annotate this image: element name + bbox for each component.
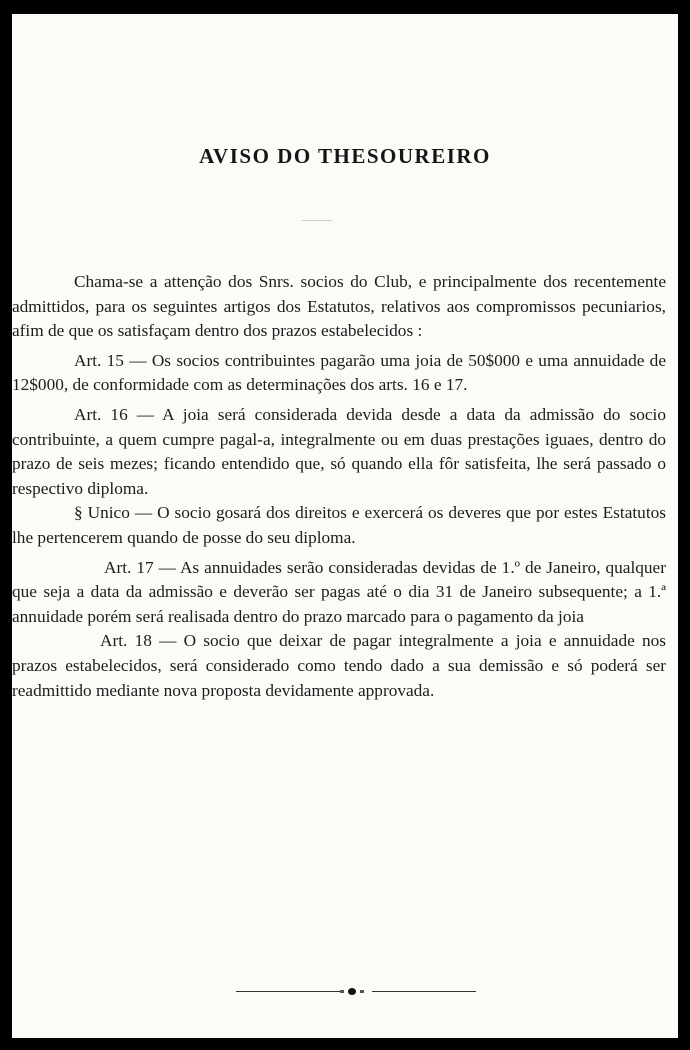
article-15-paragraph: Art. 15 — Os socios contribuintes pagarão uma joia de 50$000 e uma annuidade de 12$000, de conformidade com as determinações dos arts. 16 e 17. bbox=[12, 350, 666, 395]
article-18-paragraph: Art. 18 — O socio que deixar de pagar integralmente a joia e annuidade nos prazos estabelecidos, será considerado como tendo dado a sua demissão e só poderá ser readmittido mediante nova proposta devidamente approvada. bbox=[12, 631, 666, 700]
ornament-center-dot bbox=[348, 988, 356, 995]
article-16-paragraph: Art. 16 — A joia será considerada devida desde a data da admissão do socio contribuinte, a quem cumpre pagal-a, integralmente ou em duas prestações iguaes, dentro do prazo de seis mezes; ficando entendido que, só quando ella fôr satisfeita, lhe será passado o respectivo diploma. bbox=[12, 404, 666, 498]
ornament-left-tick bbox=[340, 990, 344, 993]
page-title: AVISO DO THESOUREIRO bbox=[199, 144, 491, 168]
ornament-right-tick bbox=[360, 990, 364, 993]
unico-paragraph: § Unico — O socio gosará dos direitos e exercerá os deveres que por estes Estatutos lhe pertencerem quando de posse do seu diploma. bbox=[12, 503, 666, 547]
print-smudge bbox=[302, 220, 332, 221]
ornament-left-rule bbox=[236, 991, 340, 992]
document-page bbox=[12, 14, 678, 1038]
ornament-right-rule bbox=[372, 991, 476, 992]
article-17-paragraph: Art. 17 — As annuidades serão consideradas devidas de 1.º de Janeiro, qualquer que seja a data da admissão e deverão ser pagas até o dia 31 de Janeiro subsequente; a 1.ª annuidade porém será realisada dentro do prazo marcado para o pagamento da joia bbox=[12, 557, 666, 626]
closing-ornament bbox=[236, 989, 476, 995]
notice-body bbox=[12, 270, 666, 703]
intro-paragraph: Chama-se a attenção dos Snrs. socios do Club, e principalmente dos recentemente admittidos, para os seguintes artigos dos Estatutos, relativos aos compromissos pecuniarios, afim de que os satisfaçam dentro dos prazos estabelecidos : bbox=[12, 272, 666, 341]
